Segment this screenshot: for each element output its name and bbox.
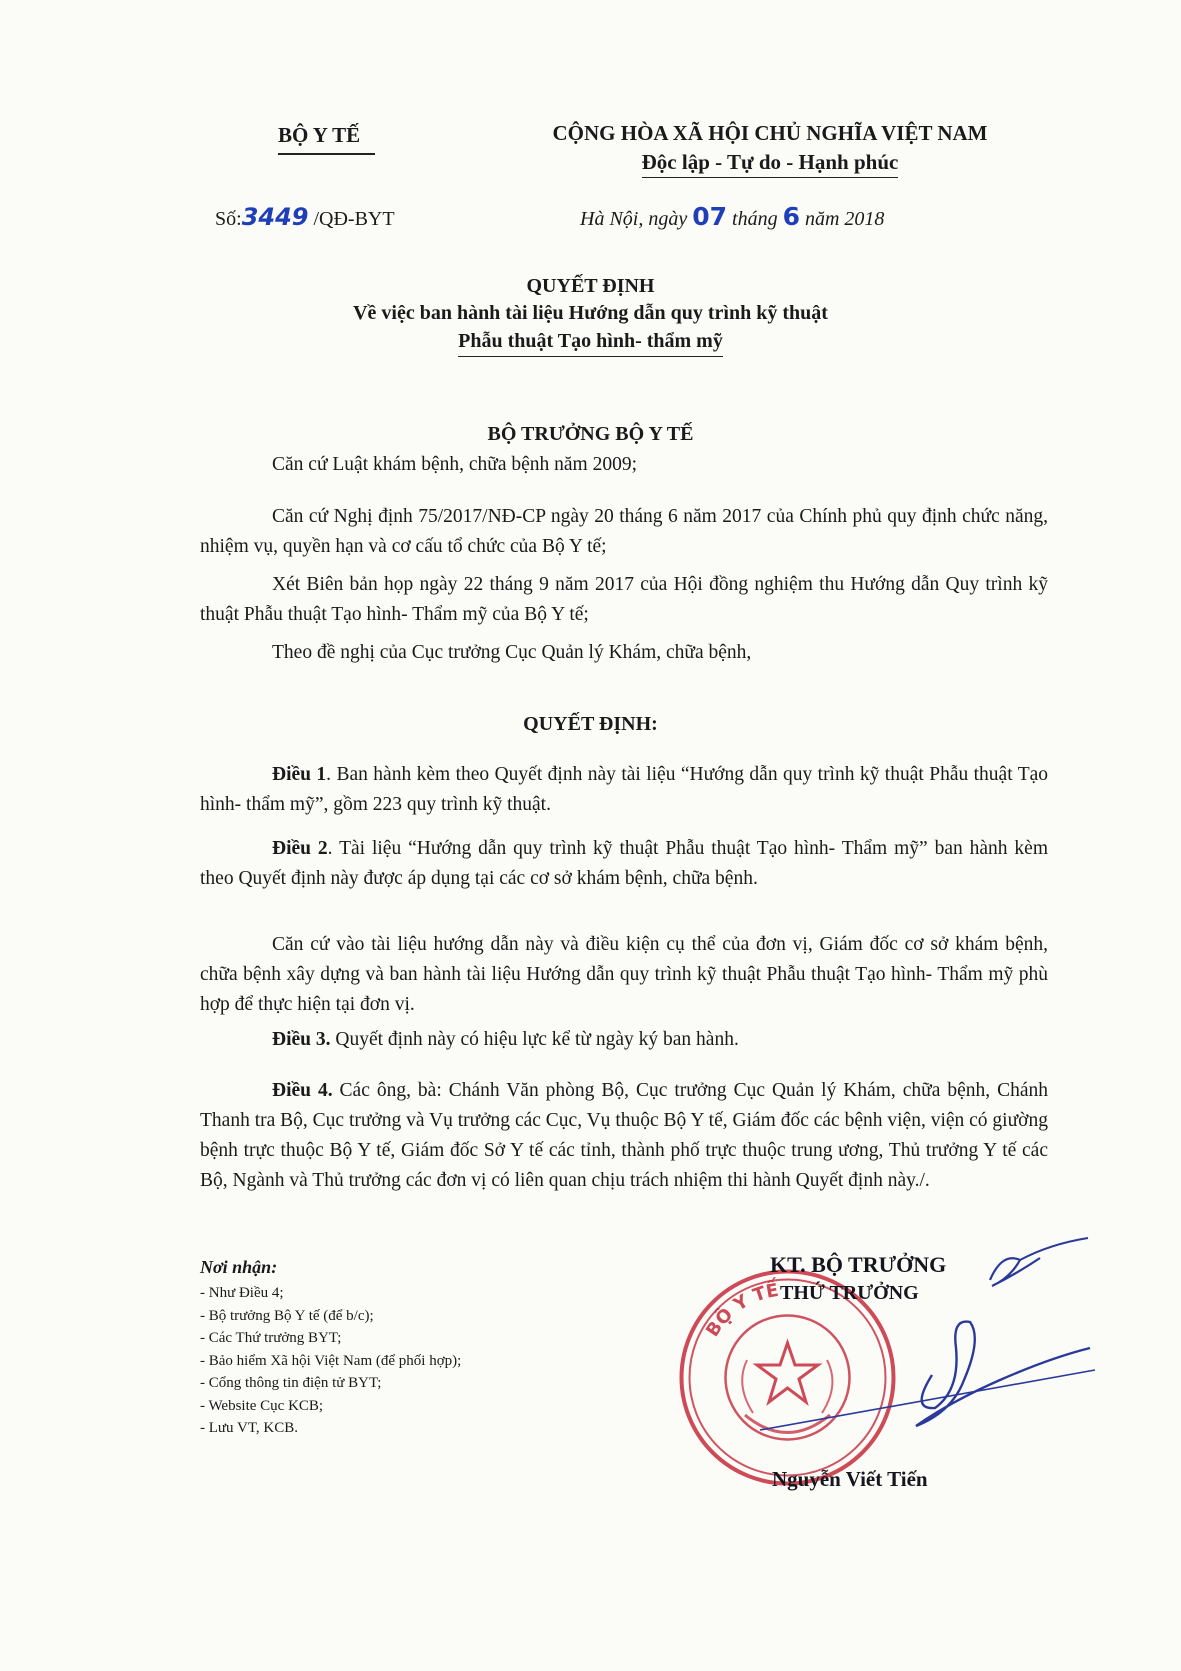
recipient-item: - Như Điều 4; (200, 1285, 284, 1301)
date-day: 07 (692, 202, 728, 231)
decision-heading: QUYẾT ĐỊNH: (523, 713, 658, 735)
issuing-agency: BỘ Y TẾ (278, 123, 361, 147)
article-4-label: Điều 4. (272, 1080, 333, 1101)
doc-number-handwritten: 3449 (241, 203, 309, 231)
document-number (215, 203, 395, 231)
seal-text: BỘ Y TẾ (702, 1279, 781, 1341)
preamble-item: Căn cứ Luật khám bệnh, chữa bệnh năm 2009; (272, 454, 637, 475)
article-3-label: Điều 3. (272, 1029, 331, 1050)
motto-text: Độc lập - Tự do - Hạnh phúc (642, 150, 899, 178)
preamble-item: Theo đề nghị của Cục trưởng Cục Quản lý Khám, chữa bệnh, (272, 642, 752, 663)
article-1-text: . Ban hành kèm theo Quyết định này tài liệu “Hướng dẫn quy trình kỹ thuật Phẫu thuật Tạo hình- thẩm mỹ”, gồm 223 quy trình kỹ thuật. (200, 764, 1049, 815)
article-4 (200, 1076, 1048, 1196)
date-prefix: Hà Nội, ngày (580, 208, 693, 230)
article-1-label: Điều 1 (272, 764, 327, 785)
article-2 (200, 834, 1048, 894)
national-title: CỘNG HÒA XÃ HỘI CHỦ NGHĨA VIỆT NAM (552, 121, 988, 145)
signer-name: Nguyễn Viết Tiến (772, 1467, 928, 1491)
handwritten-signature (720, 1230, 1100, 1440)
preamble-item: Căn cứ Nghị định 75/2017/NĐ-CP ngày 20 tháng 6 năm 2017 của Chính phủ quy định chức năng, nhiệm vụ, quyền hạn và cơ cấu tổ chức của Bộ Y tế; (200, 506, 1048, 557)
doc-number-prefix: Số: (215, 208, 242, 230)
doc-number-suffix: /QĐ-BYT (308, 208, 395, 230)
article-1 (200, 760, 1048, 820)
minister-heading: BỘ TRƯỞNG BỘ Y TẾ (487, 423, 694, 445)
recipients-list (200, 1282, 461, 1440)
article-3 (200, 1025, 1048, 1055)
agency-underline (278, 153, 375, 155)
issue-date (580, 202, 884, 231)
article-2-label: Điều 2 (272, 838, 328, 859)
article-4-text: Các ông, bà: Chánh Văn phòng Bộ, Cục trưởng Cục Quản lý Khám, chữa bệnh, Chánh Thanh tra Bộ, Cục trưởng và Vụ trưởng các Cục, Vụ thuộc Bộ Y tế, Giám đốc các bệnh viện, viện có giường bệnh trực thuộc Bộ Y tế, Giám đốc Sở Y tế các tỉnh, thành phố trực thuộc trung ương, Thủ trưởng Y tế các Bộ, Ngành và Thủ trưởng các đơn vị có liên quan chịu trách nhiệm thi hành Quyết định này./. (200, 1080, 1049, 1191)
signature-position: THỨ TRƯỞNG (780, 1282, 919, 1304)
preamble-item: Xét Biên bản họp ngày 22 tháng 9 năm 2017 của Hội đồng nghiệm thu Hướng dẫn Quy trình kỹ thuật Phẫu thuật Tạo hình- Thẩm mỹ của Bộ Y tế; (200, 574, 1048, 625)
document-type-title: QUYẾT ĐỊNH (526, 275, 655, 297)
signature-authority: KT. BỘ TRƯỞNG (770, 1252, 947, 1277)
document-subject-line2 (0, 330, 1181, 357)
national-motto (490, 150, 1050, 178)
article-3-text: Quyết định này có hiệu lực kể từ ngày ký ban hành. (330, 1029, 739, 1050)
date-month-label: tháng (727, 208, 783, 230)
recipient-item: - Website Cục KCB; (200, 1397, 324, 1414)
recipient-item: - Các Thứ trưởng BYT; (200, 1330, 342, 1346)
recipient-item: - Lưu VT, KCB. (200, 1420, 298, 1436)
recipient-item: - Cổng thông tin điện tử BYT; (200, 1375, 382, 1391)
recipient-item: - Bộ trưởng Bộ Y tế (để b/c); (200, 1307, 374, 1324)
article-2-paragraph-2: Căn cứ vào tài liệu hướng dẫn này và điều kiện cụ thể của đơn vị, Giám đốc cơ sở khám bệnh, chữa bệnh xây dựng và ban hành tài liệu Hướng dẫn quy trình kỹ thuật Phẫu thuật Tạo hình- Thẩm mỹ phù hợp để thực hiện tại đơn vị. (200, 934, 1048, 1015)
date-month: 6 (782, 202, 800, 231)
date-year: năm 2018 (799, 208, 885, 230)
recipient-item: - Bảo hiểm Xã hội Việt Nam (để phối hợp); (200, 1352, 462, 1369)
article-2-text: . Tài liệu “Hướng dẫn quy trình kỹ thuật Phẫu thuật Tạo hình- Thẩm mỹ” ban hành kèm theo Quyết định này được áp dụng tại các cơ sở khám bệnh, chữa bệnh. (200, 838, 1049, 889)
document-subject-line1: Về việc ban hành tài liệu Hướng dẫn quy trình kỹ thuật (353, 302, 828, 324)
subject-line2-text: Phẫu thuật Tạo hình- thẩm mỹ (458, 330, 723, 357)
recipients-title: Nơi nhận: (200, 1257, 278, 1277)
